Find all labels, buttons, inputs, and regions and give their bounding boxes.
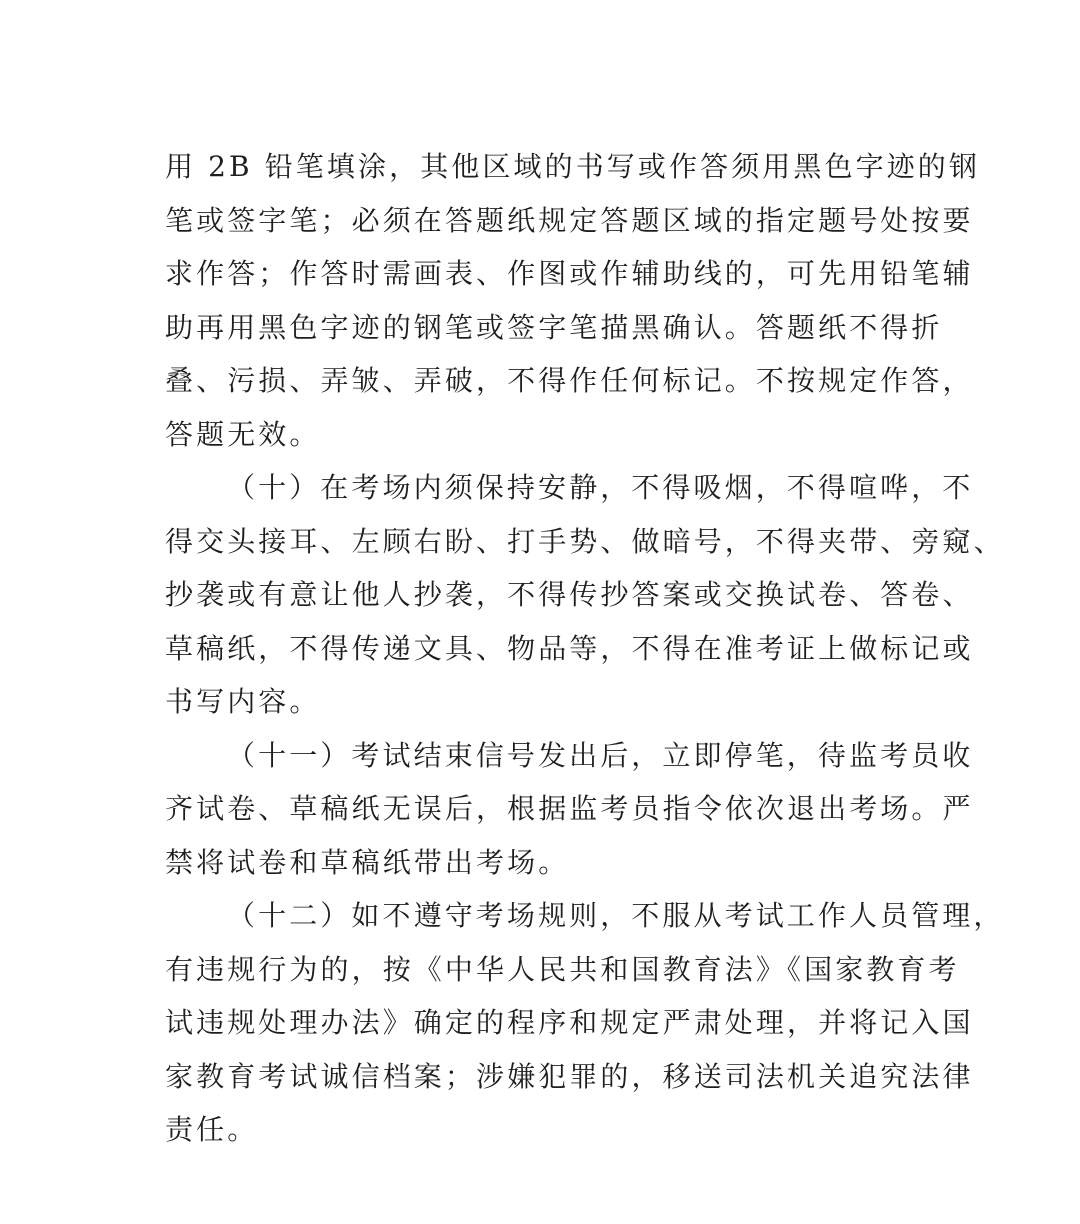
text-line: 草稿纸，不得传递文具、物品等，不得在准考证上做标记或 bbox=[165, 631, 974, 665]
text-line: （十一）考试结束信号发出后，立即停笔，待监考员收 bbox=[227, 738, 974, 772]
text-line: 笔或签字笔；必须在答题纸规定答题区域的指定题号处按要 bbox=[165, 203, 974, 237]
text-line: 书写内容。 bbox=[165, 685, 321, 718]
text-line: 禁将试卷和草稿纸带出考场。 bbox=[165, 845, 570, 879]
paragraph-continuation bbox=[165, 140, 980, 461]
text-line: 抄袭或有意让他人抄袭，不得传抄答案或交换试卷、答卷、 bbox=[165, 578, 974, 611]
text-line: 助再用黑色字迹的钢笔或签字笔描黑确认。答题纸不得折 bbox=[165, 310, 943, 344]
text-line: 得交头接耳、左顾右盼、打手势、做暗号，不得夹带、旁窥、 bbox=[165, 524, 1005, 558]
text-line: 求作答；作答时需画表、作图或作辅助线的，可先用铅笔辅 bbox=[165, 257, 974, 290]
paragraph-item-10 bbox=[165, 461, 1005, 729]
text-line: 责任。 bbox=[165, 1113, 259, 1146]
text-line: 答题无效。 bbox=[165, 417, 321, 451]
paragraph-item-12 bbox=[165, 889, 1005, 1157]
text-line: 试违规处理办法》确定的程序和规定严肃处理，并将记入国 bbox=[165, 1006, 974, 1039]
text-line: 家教育考试诚信档案；涉嫌犯罪的，移送司法机关追究法律 bbox=[165, 1059, 974, 1093]
text-line: （十二）如不遵守考场规则，不服从考试工作人员管理， bbox=[227, 899, 1005, 932]
text-line: 齐试卷、草稿纸无误后，根据监考员指令依次退出考场。严 bbox=[165, 792, 974, 825]
text-line: 有违规行为的，按《中华人民共和国教育法》《国家教育考 bbox=[165, 952, 960, 986]
text-line: 用 2B 铅笔填涂，其他区域的书写或作答须用黑色字迹的钢 bbox=[165, 150, 980, 183]
text-line: （十）在考场内须保持安静，不得吸烟，不得喧哗，不 bbox=[227, 471, 974, 504]
paragraph-item-11 bbox=[165, 729, 974, 890]
document-page bbox=[165, 140, 1005, 1157]
text-line: 叠、污损、弄皱、弄破，不得作任何标记。不按规定作答， bbox=[165, 364, 974, 397]
